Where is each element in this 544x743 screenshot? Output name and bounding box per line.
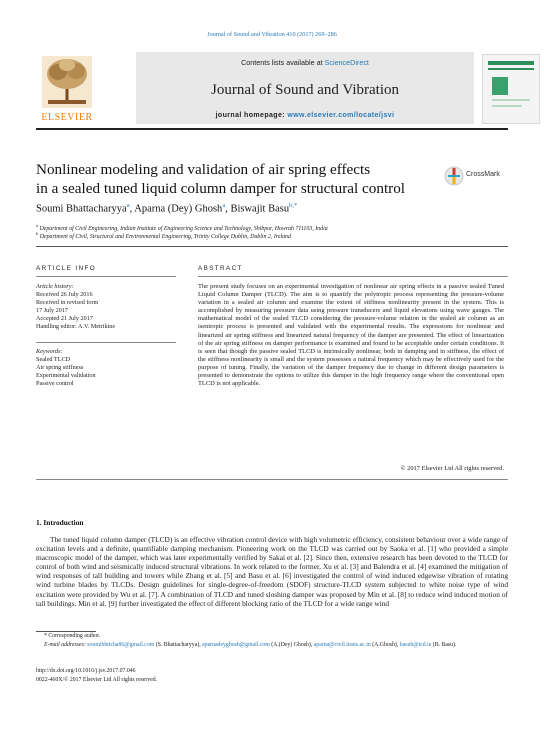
crossmark-badge[interactable] bbox=[444, 165, 508, 187]
history-item: 17 July 2017 bbox=[36, 306, 68, 314]
abstract-bottom-rule bbox=[36, 479, 508, 480]
header-rule bbox=[36, 128, 508, 130]
history-label: Article history: bbox=[36, 283, 74, 290]
history-item: Accepted 21 July 2017 bbox=[36, 314, 93, 322]
article-history bbox=[36, 283, 115, 330]
abstract-text: The present study focuses on an experimental investigation of nonlinear air spring effects in a passive sealed Tuned Liquid Column Damper (TLCD). The aim is to quantify the polytropic process representing the pressure-volume variation in a sealed air column and examine the extent of stiffness nonlinearity present in the system. This is accomplished by measuring pressure data using pressure transducers and liquid elevations using wave gauges. The mathematical model of the sealed TLCD considering the pressure-volume relation in the sealed air column as an isentropic process is presented and validated with the experimental results. The expressions for nonlinear and linearized air spring stiffness and linearized natural frequency of the damper are presented. The effect of linearization of the air spring stiffness on damper performance is examined and found to be acceptable under certain conditions. It is seen that though the passive sealed TLCD is intrinsically nonlinear, both in damping and in stiffness, the effect of the stiffness nonlinearity is small and the system possesses a natural frequency which may be effectively used for the purpose of tuning. Finally, the variation of the damper frequency due to change in different design parameters is presented to demonstrate the options to utilize this damper in the high frequency range where the conventional open TLCD is not applicable. bbox=[198, 283, 504, 388]
abstract-copyright: © 2017 Elsevier Ltd All rights reserved. bbox=[400, 465, 504, 472]
email-owner: (S. Bhattacharyya), bbox=[155, 642, 201, 648]
contents-prefix: Contents lists available at bbox=[241, 58, 323, 67]
section-rule bbox=[36, 246, 508, 247]
affiliation-text: Department of Civil, Structural and Environmental Engineering, Trinity College Dublin, Dublin 2, Ireland bbox=[39, 233, 291, 240]
keywords-rule bbox=[36, 342, 176, 343]
introduction-paragraph: The tuned liquid column damper (TLCD) is an effective vibration control device with high volumetric efficiency, consistent behaviour over a wide range of excitation levels and a definite, quantifiable damping mechanism. Pioneering work on the TLCD was carried out by Saoka et al. [1] who provided a simple macroscopic model of the damper, which was later experimentally verified by Sakai et al. [2]. Since then, extensive research has been devoted to the TLCD for control of both wind and seismically induced structural vibrations. In work related to the former, Xu et al. [3] and Balendra et al. [4] examined the mitigation of wind responses of tall building and towers while Zhang et al. [5] and Basu et al. [6] investigated the control of wind induced edgewise vibration of rotating wind turbine blades by TLCDs. Design guidelines for single-degree-of-freedom (SDOF) structure-TLCD system subjected to white noise type of wind excitation were provided by Wu et al. [7]. A combination of TLCD and tuned sloshing damper was proposed by Min et al. [8] to reduce wind induced motion of tall buildings. Min et al. [9] further investigated the effect of different blocking ratio of the TLCD for a wide range wind bbox=[36, 535, 508, 608]
introduction-heading: 1. Introduction bbox=[36, 518, 84, 527]
footnote-rule bbox=[36, 631, 96, 632]
corresponding-text: * Corresponding author. bbox=[44, 633, 101, 639]
contents-line bbox=[136, 58, 474, 67]
email-footnote bbox=[36, 642, 508, 649]
keywords-label: Keywords: bbox=[36, 348, 63, 355]
sciencedirect-link[interactable]: ScienceDirect bbox=[324, 58, 369, 67]
email-link[interactable]: aparna@civil.iiests.ac.in bbox=[313, 642, 371, 648]
affiliation bbox=[36, 231, 291, 240]
journal-homepage bbox=[136, 112, 474, 119]
abstract-rule bbox=[198, 276, 508, 277]
keyword-item: Passive control bbox=[36, 379, 74, 387]
article-info-rule bbox=[36, 276, 176, 277]
keywords bbox=[36, 348, 96, 388]
masthead-box bbox=[136, 52, 474, 124]
email-link[interactable]: basub@tcd.ie bbox=[399, 642, 432, 648]
author-name[interactable]: Soumi Bhattacharyya bbox=[36, 203, 127, 215]
corresponding-author-note bbox=[36, 633, 100, 640]
email-link[interactable]: soumibhttcha86@gmail.com bbox=[87, 642, 155, 648]
title-line-2: in a sealed tuned liquid column damper for structural control bbox=[36, 180, 406, 197]
email-link[interactable]: aparnadeyghosh@gmail.com bbox=[202, 642, 270, 648]
crossmark-label: CrossMark bbox=[466, 171, 500, 178]
author-affil-marker[interactable]: a bbox=[222, 202, 226, 209]
doi-link[interactable]: http://dx.doi.org/10.1016/j.jsv.2017.07.046 bbox=[36, 668, 136, 674]
author-list: Soumi Bhattacharyya$^a$, Aparna (Dey) Ghosh$^a$, Biswajit Basu$^{b,*}$ bbox=[36, 202, 298, 215]
abstract-heading: ABSTRACT bbox=[198, 265, 243, 272]
history-item: Handling editor: A.V. Metrikine bbox=[36, 322, 116, 330]
affiliation-marker: b bbox=[36, 231, 39, 236]
email-owner: (A.Ghosh), bbox=[372, 642, 399, 648]
elsevier-wordmark: ELSEVIER bbox=[41, 112, 93, 123]
author-name[interactable]: Biswajit Basu bbox=[230, 203, 290, 215]
author-affil-marker[interactable]: a bbox=[126, 202, 130, 209]
author-affil-marker[interactable]: b,* bbox=[289, 202, 298, 209]
keyword-item: Sealed TLCD bbox=[36, 355, 71, 363]
issn-line: 0022-460X/© 2017 Elsevier Ltd All rights reserved. bbox=[36, 677, 158, 683]
journal-masthead bbox=[36, 52, 506, 124]
history-item: Received in revised form bbox=[36, 298, 99, 306]
email-owner: (A.(Dey) Ghosh), bbox=[271, 642, 313, 648]
affiliation-marker: a bbox=[36, 223, 38, 228]
article-info-heading: ARTICLE INFO bbox=[36, 265, 97, 272]
title-line-1: Nonlinear modeling and validation of air spring effects bbox=[36, 161, 371, 178]
email-owner: (B. Basu). bbox=[432, 642, 457, 648]
homepage-link[interactable]: www.elsevier.com/locate/jsvi bbox=[287, 112, 395, 119]
affiliation-text: Department of Civil Engineering, Indian Institute of Engineering Science and Technology, Shibpur, Howrah 711103, India bbox=[39, 225, 328, 232]
author-name[interactable]: Aparna (Dey) Ghosh bbox=[134, 203, 223, 215]
journal-title: Journal of Sound and Vibration bbox=[211, 82, 399, 98]
keyword-item: Experimental validation bbox=[36, 371, 96, 379]
keyword-item: Air spring stiffness bbox=[36, 363, 84, 371]
homepage-label: journal homepage: bbox=[215, 112, 285, 119]
history-item: Received 26 July 2016 bbox=[36, 290, 93, 298]
journal-cover-icon bbox=[482, 54, 540, 124]
email-label: E-mail addresses: bbox=[44, 642, 86, 648]
article-title bbox=[36, 160, 426, 198]
journal-reference[interactable]: Journal of Sound and Vibration 410 (2017) 269–286 bbox=[207, 31, 337, 38]
